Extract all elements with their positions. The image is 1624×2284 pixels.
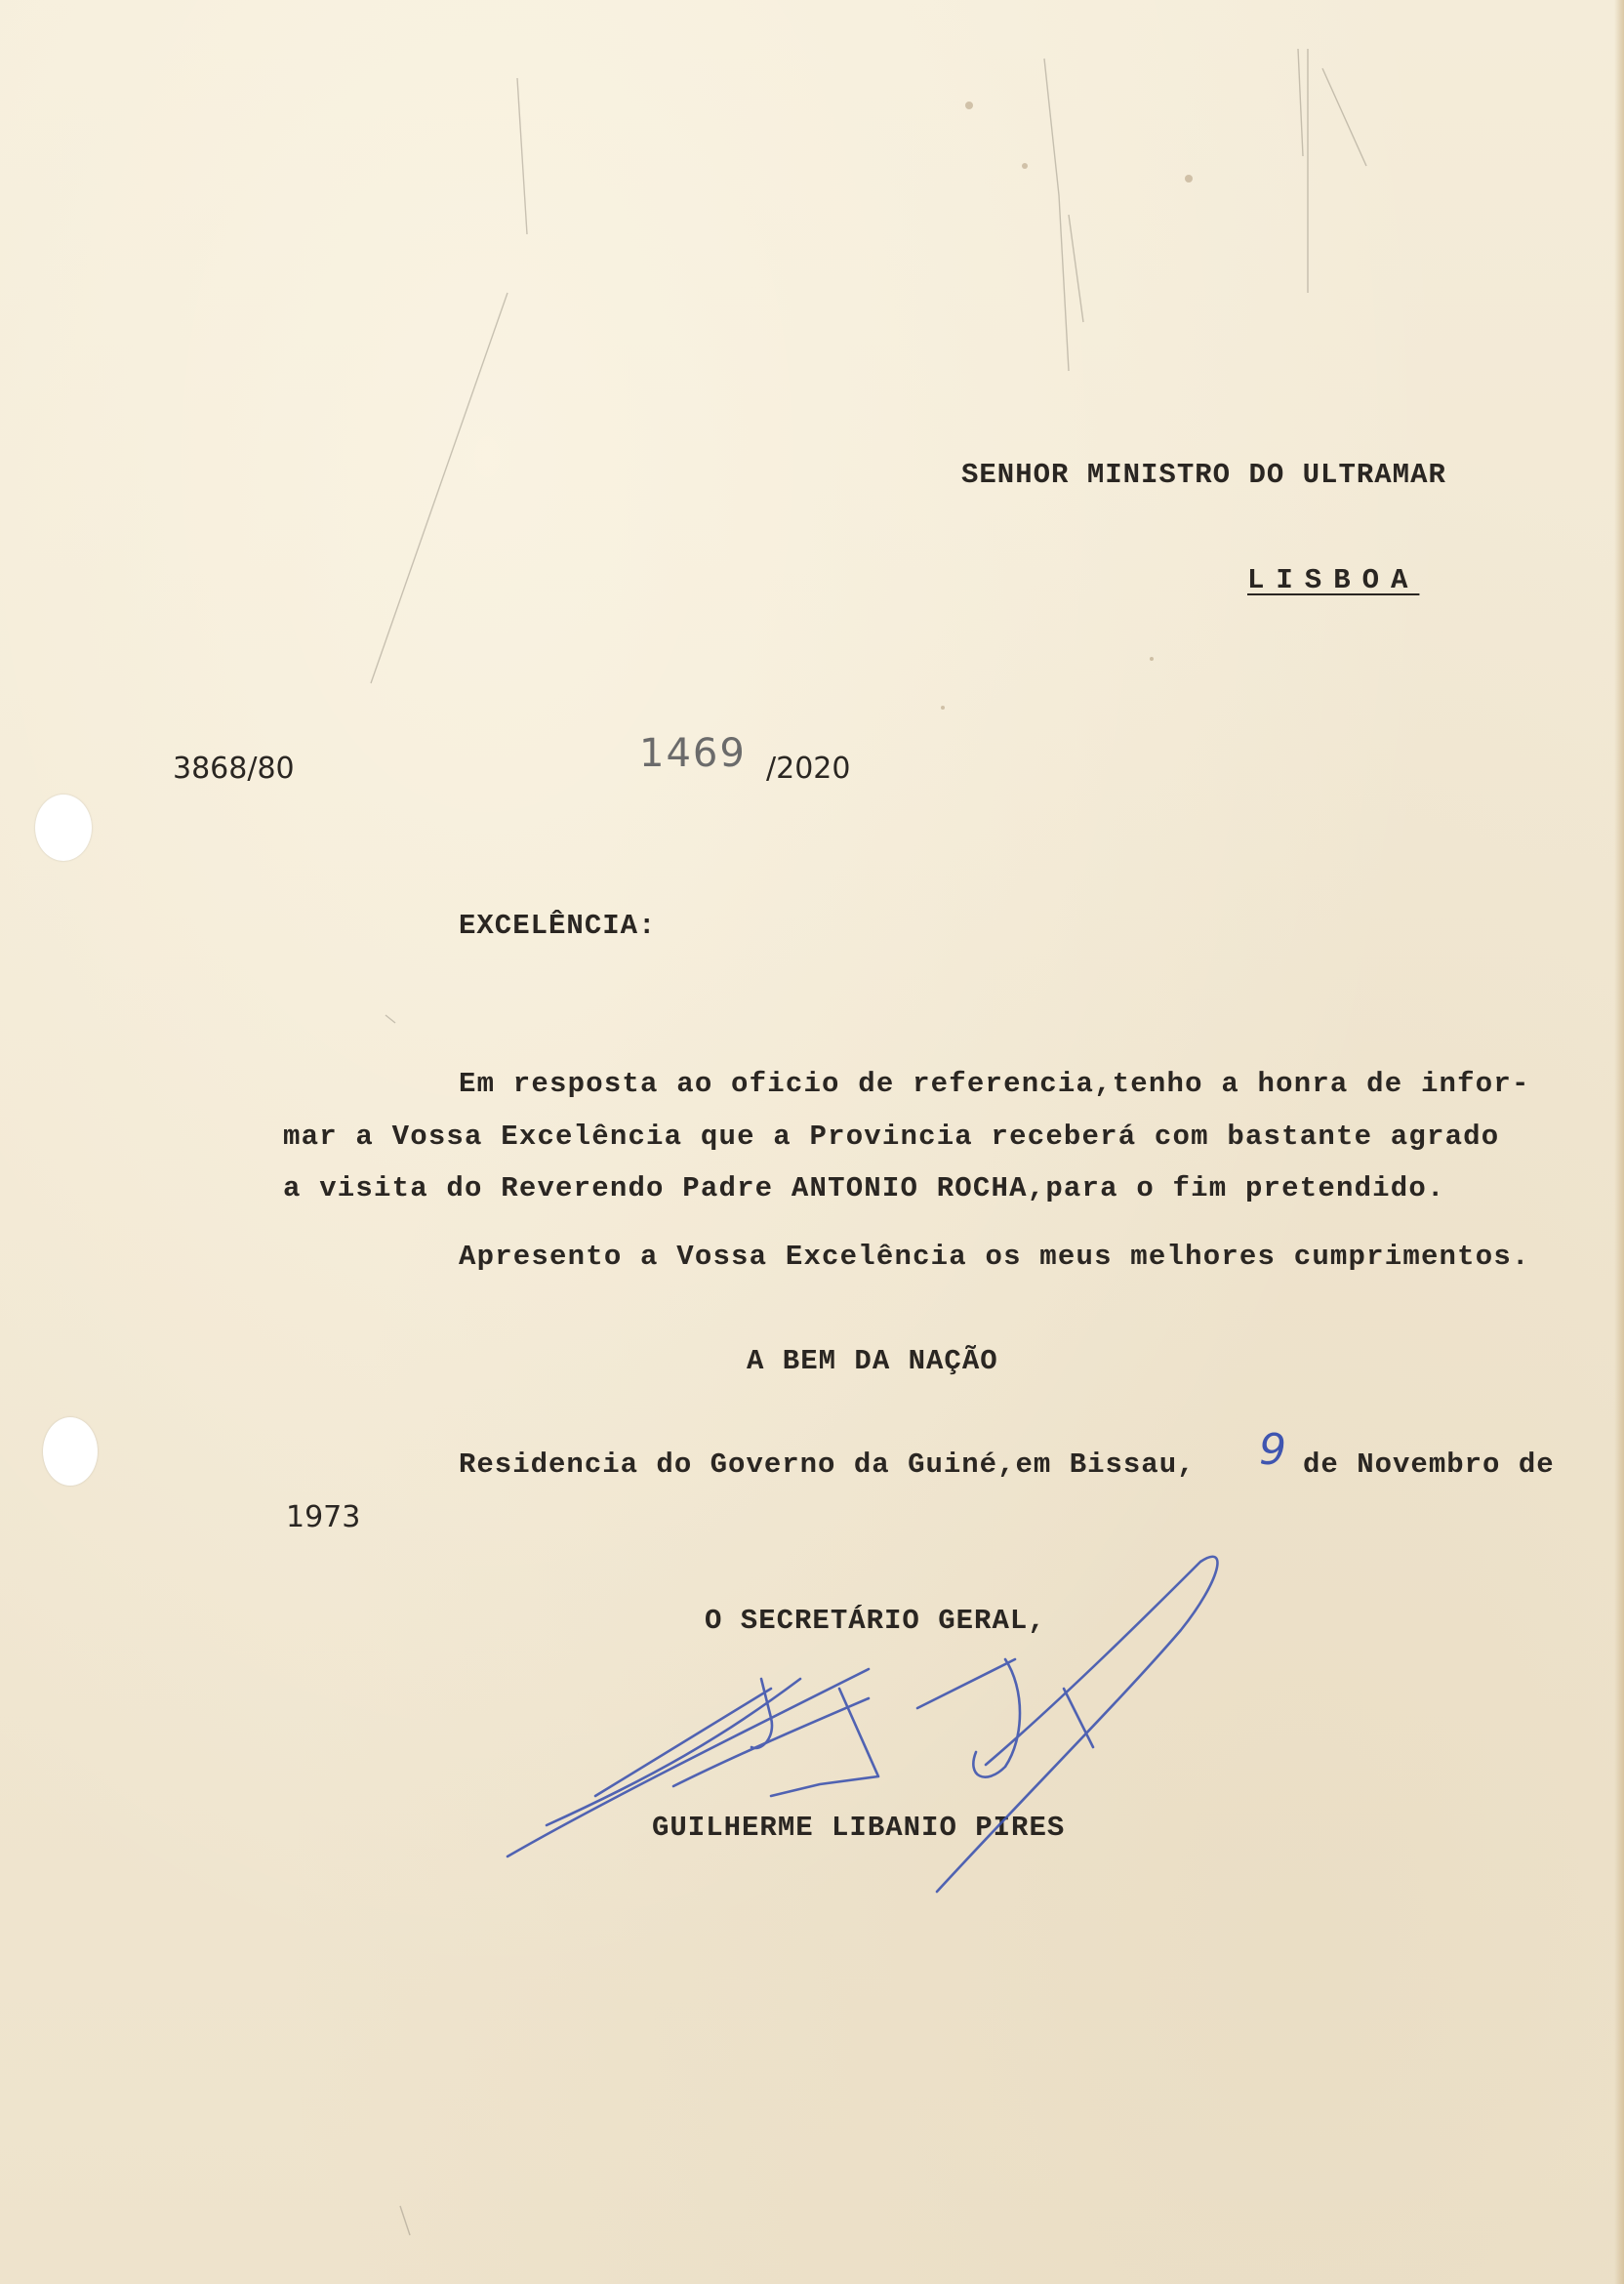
stamped-number: 1469: [639, 731, 747, 776]
signatory-name: GUILHERME LIBANIO PIRES: [652, 1812, 1066, 1844]
date-year: 1973: [286, 1500, 361, 1534]
place-line: Residencia do Governo da Guiné,em Bissau,: [459, 1448, 1196, 1481]
signatory-role: O SECRETÁRIO GERAL,: [705, 1605, 1046, 1637]
addressee: SENHOR MINISTRO DO ULTRAMAR: [961, 459, 1446, 491]
punch-hole-icon: [43, 1417, 98, 1486]
body-line: Em resposta ao oficio de referencia,tenho a honra de infor-: [459, 1068, 1530, 1100]
reference-year: /2020: [766, 752, 851, 786]
month-line: de Novembro de: [1303, 1448, 1555, 1481]
punch-hole-icon: [35, 795, 92, 861]
body-line: a visita do Reverendo Padre ANTONIO ROCHA,para o fim pretendido.: [283, 1172, 1445, 1204]
closing-formula: A BEM DA NAÇÃO: [747, 1345, 998, 1377]
handwritten-day: 9: [1259, 1425, 1286, 1475]
reference-number: 3868/80: [173, 752, 295, 786]
destination-city: LISBOA: [1247, 564, 1420, 596]
body-line: Apresento a Vossa Excelência os meus melhores cumprimentos.: [459, 1241, 1530, 1273]
salutation: EXCELÊNCIA:: [459, 910, 657, 942]
handwritten-signature-icon: [478, 1542, 1239, 1894]
paper-edge: [1614, 0, 1624, 2284]
body-line: mar a Vossa Excelência que a Provincia receberá com bastante agrado: [283, 1121, 1500, 1153]
